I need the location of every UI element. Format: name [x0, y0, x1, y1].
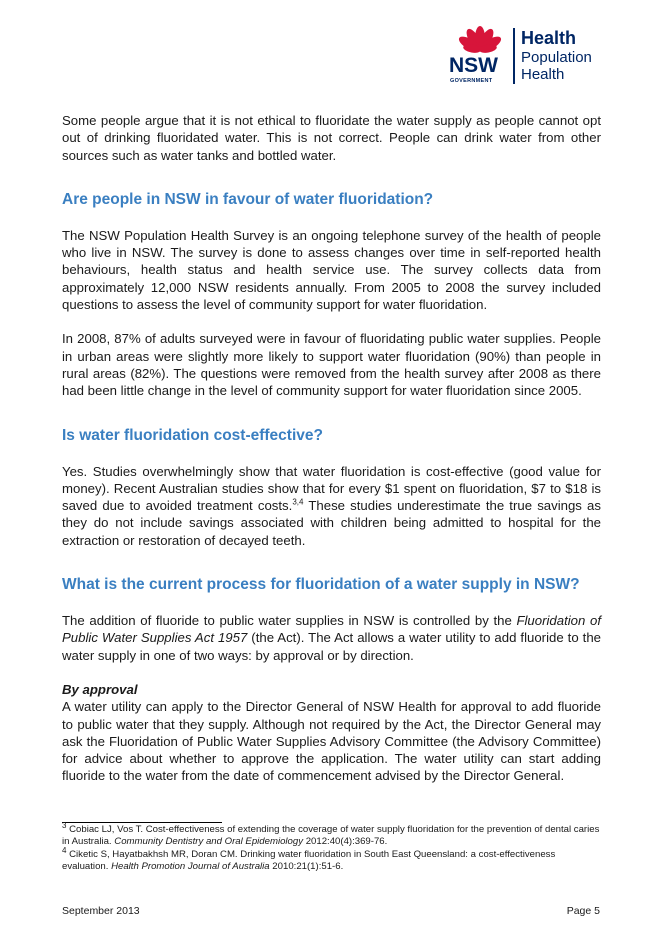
section-cost-paragraph: Yes. Studies overwhelmingly show that water fluoridation is cost-effective (good value for money). Recent Australian studies show that for every $1 spent on fluoridation, $7 to $18 is saved due to avoided treatment costs.$^{3,4}$ These studies underestimate the true savings as they do not include savings associated with children being admitted to hospital for the extraction or restoration of decayed teeth.	[62, 463, 601, 548]
intro-paragraph: Some people argue that it is not ethical to fluoridate the water supply as people cannot opt out of drinking fluoridated water. This is not correct. People can drink water from other sources such as water tanks and bottled water.	[62, 113, 601, 163]
subheading-by-approval: By approval	[62, 681, 138, 697]
section-heading-process: What is the current process for fluoridation of a water supply in NSW?	[62, 576, 580, 594]
footnote-4: $^4$ Ciketic S, Hayatbakhsh MR, Doran CM. Drinking water fluoridation in South East Queensland: a cost-effectiveness evaluation. Health Promotion Journal of Australia 2010:21(1):51-6.	[62, 845, 556, 873]
footnote-ref: 3,4	[292, 497, 304, 507]
section-heading-favour: Are people in NSW in favour of water fluoridation?	[62, 190, 434, 208]
section-heading-cost: Is water fluoridation cost-effective?	[62, 426, 323, 444]
logo-health: Health	[521, 28, 577, 48]
logo-nsw: NSW	[449, 54, 498, 77]
footnote-separator	[62, 822, 222, 823]
footer-page-number: Page 5	[566, 905, 600, 917]
logo-health-sub: Health	[521, 66, 565, 83]
footer-date: September 2013	[62, 905, 140, 917]
logo-divider	[513, 28, 515, 84]
footnotes	[62, 820, 602, 874]
waratah-icon	[447, 24, 513, 58]
logo-government: GOVERNMENT	[450, 78, 493, 84]
section-process-paragraph-2: A water utility can apply to the Director General of NSW Health for approval to add fluoride to public water that they supply. Although not required by the Act, the Director General may ask the Fluoridation of Public Water Supplies Advisory Committee (the Advisory Committee) for advice about whether to approve the application. The water utility can start adding fluoride to the water from the date of commencement advised by the Director General.	[62, 699, 601, 784]
section-favour-paragraph-1: The NSW Population Health Survey is an ongoing telephone survey of the health of people who live in NSW. The survey is done to assess changes over time in self-reported health behaviours, health status and health service use. The survey collects data from approximately 12,000 NSW residents annually. From 2005 to 2008 the survey included questions to assess the level of community support for water fluoridation.	[62, 227, 601, 313]
nsw-health-logo	[447, 24, 607, 88]
section-favour-paragraph-2: In 2008, 87% of adults surveyed were in favour of fluoridating public water supplies. People in urban areas were slightly more likely to support water fluoridation (90%) than people in rural areas (82%). The questions were removed from the health survey after 2008 as there had been little change in the level of community support for water fluoridation since 2005.	[62, 331, 601, 399]
document-body	[62, 112, 601, 785]
act-title: Fluoridation of Public Water Supplies Act 1957	[62, 613, 601, 646]
logo-population: Population	[521, 49, 592, 66]
footnote-3: $^3$ Cobiac LJ, Vos T. Cost-effectiveness of extending the coverage of water supply fluoridation for the prevention of dental caries in Australia. Community Dentistry and Oral Epidemiology 2012:40(4):369-76.	[62, 820, 600, 848]
section-process-paragraph-1: The addition of fluoride to public water supplies in NSW is controlled by the Fluoridation of Public Water Supplies Act 1957 (the Act). The Act allows a water utility to add fluoride to the water supply in one of two ways: by approval or by direction.	[62, 613, 601, 663]
